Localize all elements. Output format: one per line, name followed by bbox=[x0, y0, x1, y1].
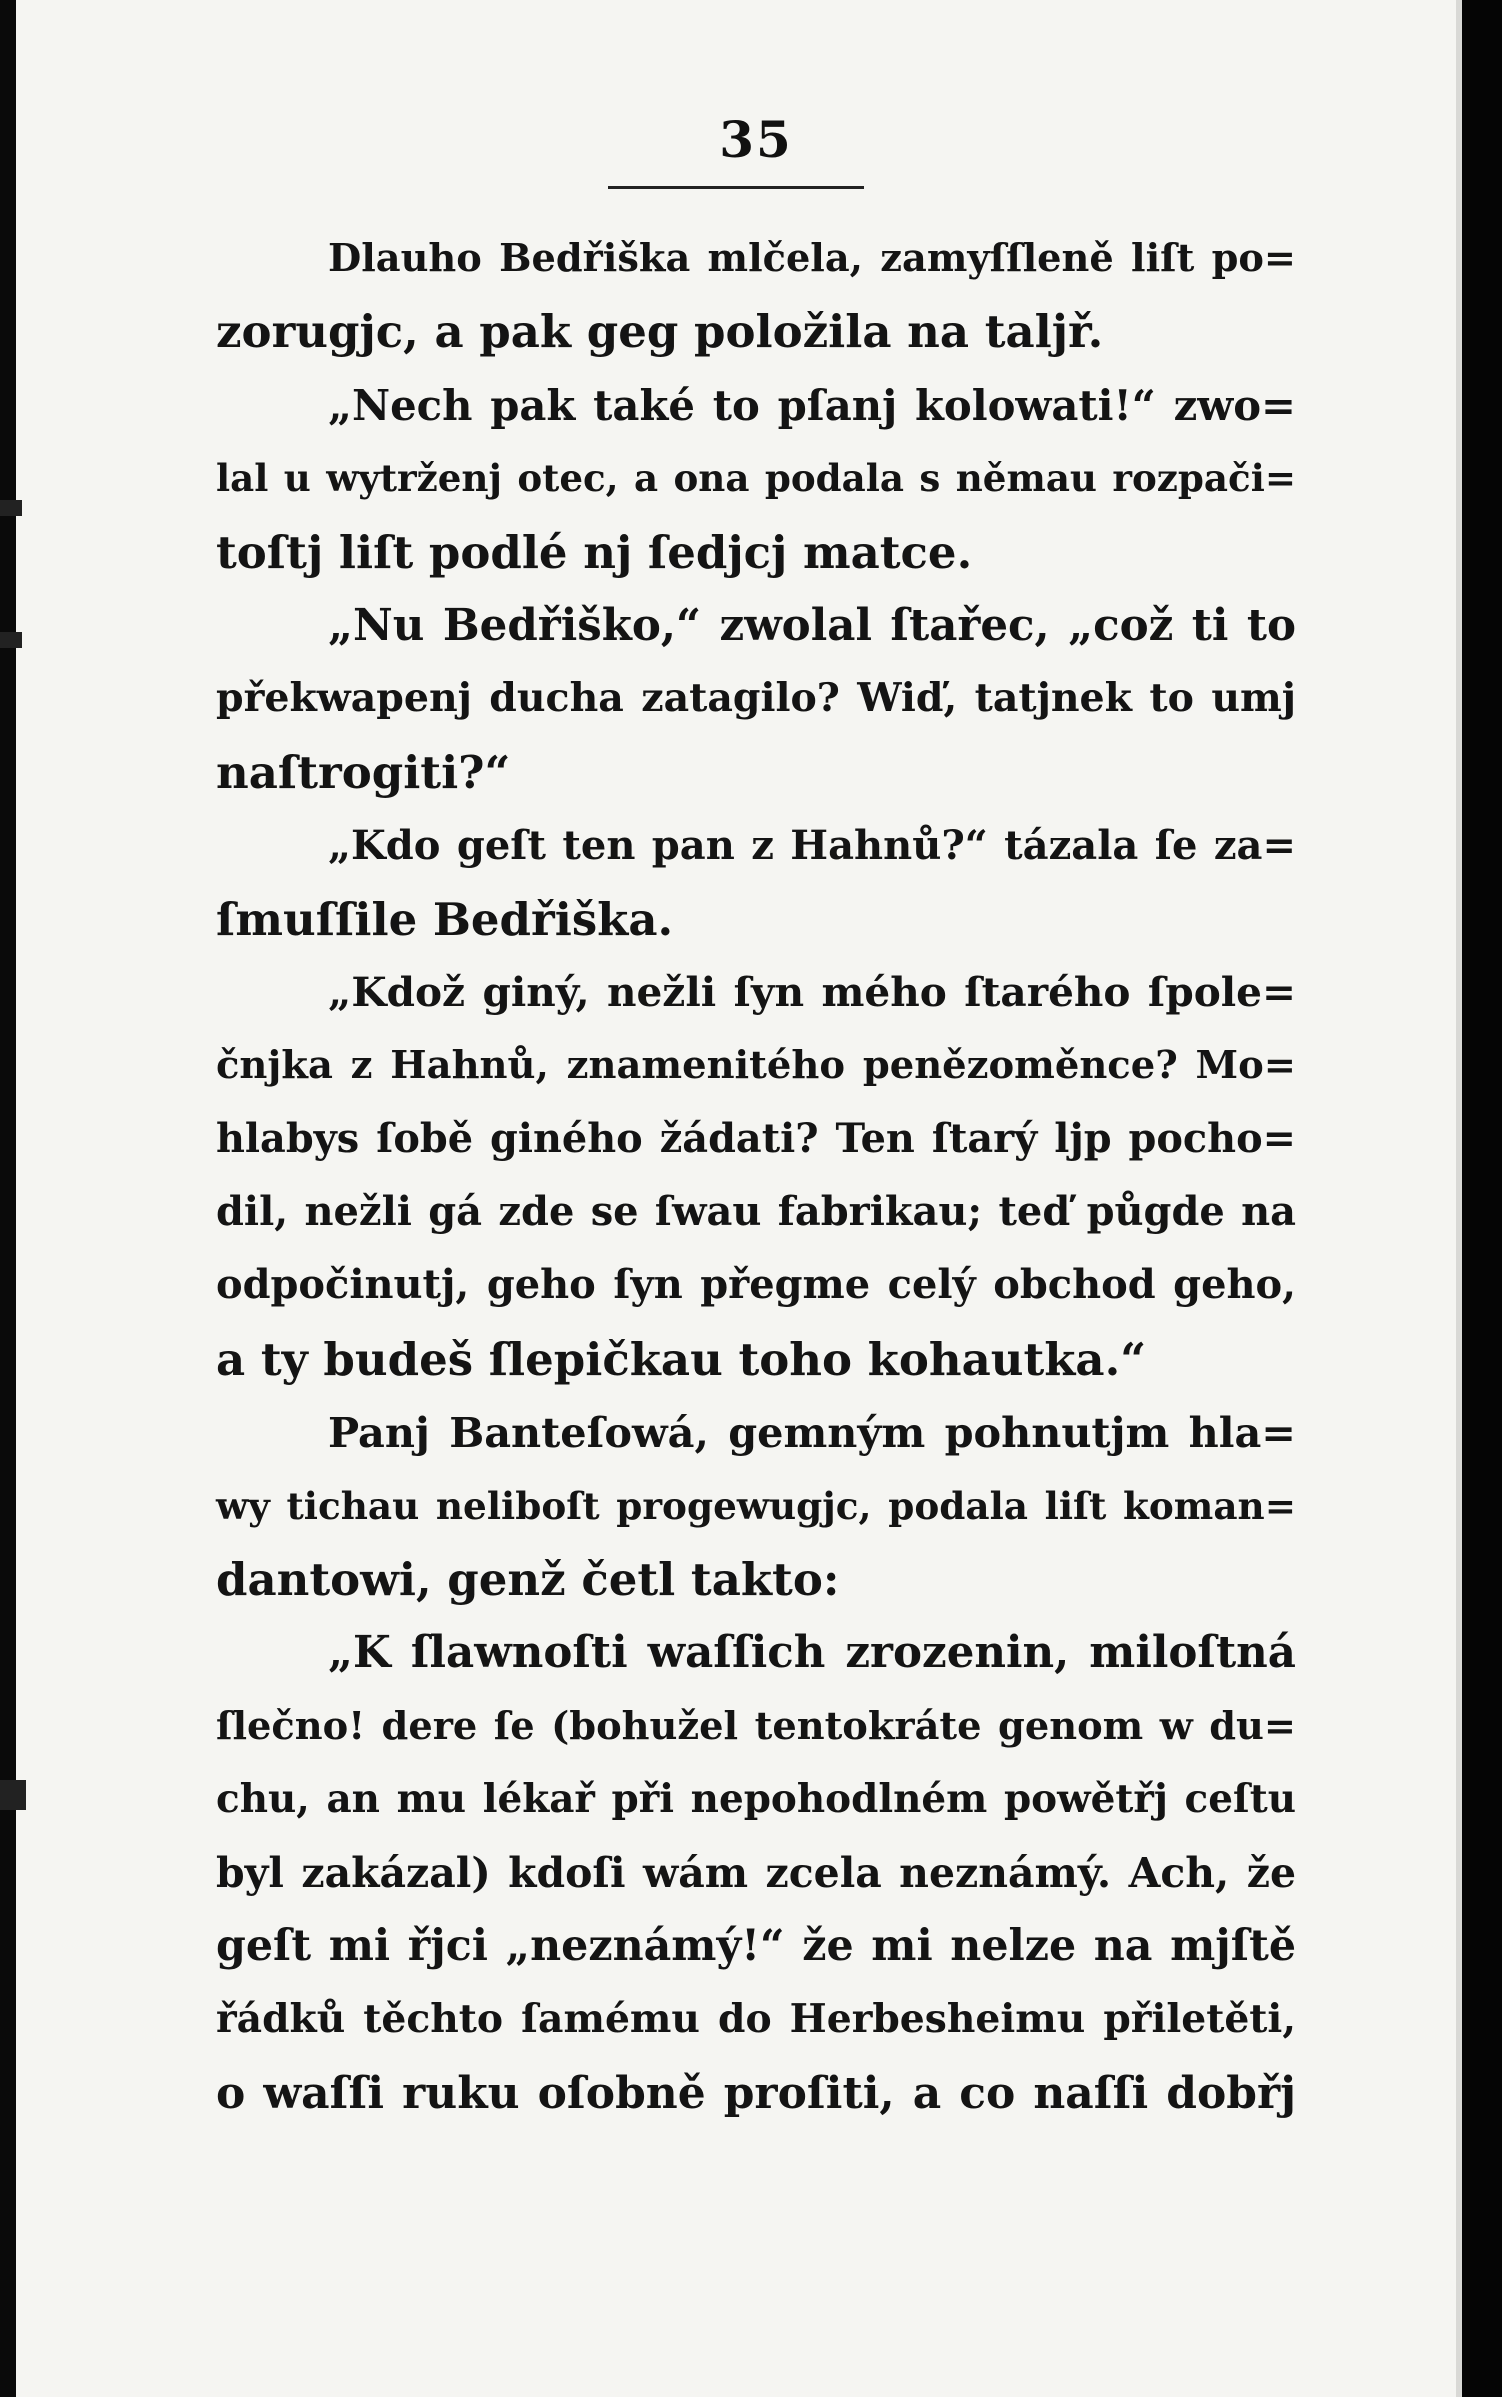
scan-mark bbox=[0, 632, 22, 648]
text-line: „Nu Bedřiško,“ zwolal ſtařec, „což ti to bbox=[328, 599, 1296, 651]
text-line: toſtj liſt podlé nj ſedjcj matce. bbox=[216, 525, 973, 579]
text-line: odpočinutj, geho ſyn přegme celý obchod geho, bbox=[216, 1262, 1296, 1309]
text-line: řádků těchto ſamému do Herbesheimu přiletěti, bbox=[216, 1996, 1296, 2043]
text-line: ſlečno! dere ſe (bohužel tentokráte genom w du= bbox=[216, 1703, 1296, 1749]
page-number: 35 bbox=[719, 110, 793, 169]
scan-left-edge bbox=[0, 0, 16, 2397]
header-rule bbox=[608, 186, 864, 189]
text-line: naſtrogiti?“ bbox=[216, 745, 511, 799]
text-line: Panj Banteſowá, gemným pohnutjm hla= bbox=[328, 1408, 1296, 1458]
text-line: „Nech pak také to pſanj kolowati!“ zwo= bbox=[328, 380, 1296, 430]
text-line: wy tichau neliboſt progewugjc, podala liſt koman= bbox=[216, 1483, 1296, 1528]
text-line: geſt mi řjci „neznámý!“ že mi nelze na mjſtě bbox=[216, 1920, 1296, 1971]
text-line: Dlauho Bedřiška mlčela, zamyſſleně liſt po= bbox=[328, 236, 1296, 281]
text-line: „Kdož giný, nežli ſyn mého ſtarého ſpole= bbox=[328, 967, 1296, 1016]
text-line: lal u wytrženj otec, a ona podala s němau rozpači= bbox=[216, 456, 1296, 501]
text-line: dil, nežli gá zde se ſwau fabrikau; teď půgde na bbox=[216, 1189, 1296, 1236]
text-line: čnjka z Hahnů, znamenitého penězoměnce? Mo= bbox=[216, 1043, 1296, 1089]
scan-right-edge bbox=[1462, 0, 1502, 2397]
text-line: a ty budeš ſlepičkau toho kohautka.“ bbox=[216, 1332, 1147, 1386]
text-line: ſmuſſile Bedřiška. bbox=[216, 892, 674, 946]
scan-mark bbox=[0, 1780, 26, 1810]
text-line: překwapenj ducha zatagilo? Wiď, tatjnek to umj bbox=[216, 675, 1296, 722]
text-line: „Kdo geſt ten pan z Hahnů?“ tázala ſe za= bbox=[328, 822, 1296, 870]
text-line: chu, an mu lékař při nepohodlném powětřj ceſtu bbox=[216, 1776, 1296, 1823]
text-line: hlabys ſobě giného žádati? Ten ſtarý ljp pocho= bbox=[216, 1115, 1296, 1162]
text-line: „K ſlawnoſti waſſich zrozenin, miloſtná bbox=[328, 1627, 1296, 1679]
text-line: dantowi, genž četl takto: bbox=[216, 1553, 840, 1607]
body-text bbox=[216, 222, 1296, 2130]
text-line: byl zakázal) kdoſi wám zcela neznámý. Ach, že bbox=[216, 1848, 1296, 1897]
text-line: o waſſi ruku oſobně proſiti, a co naſſi dobřj bbox=[216, 2067, 1296, 2119]
text-line: zorugjc, a pak geg položila na talјř. bbox=[216, 305, 1104, 359]
book-page bbox=[16, 0, 1462, 2397]
scan-mark bbox=[0, 500, 22, 516]
